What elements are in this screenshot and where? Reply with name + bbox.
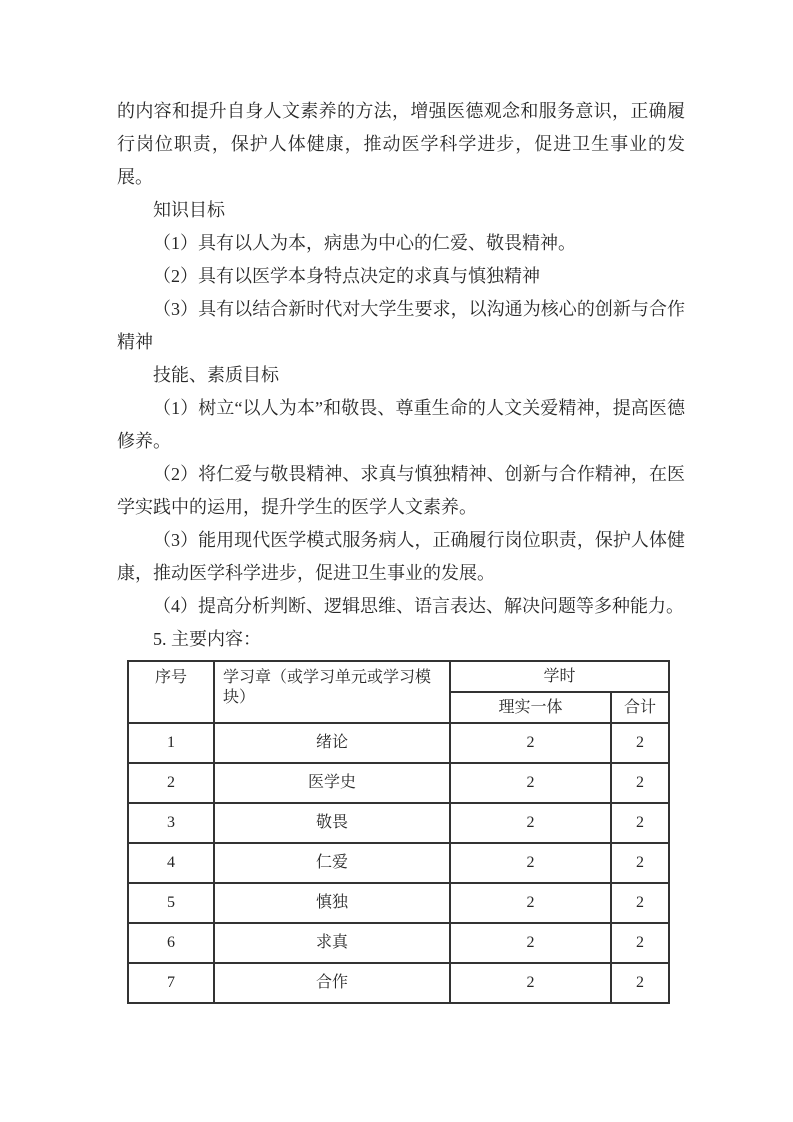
cell-mode-hours: 2 — [450, 803, 611, 843]
document-body — [117, 95, 685, 1004]
cell-total-hours: 2 — [611, 843, 669, 883]
table-row — [128, 963, 669, 1003]
skills-objective-item-1: （1）树立“以人为本”和敬畏、尊重生命的人文关爱精神，提高医德修养。 — [117, 398, 685, 451]
table-row — [128, 923, 669, 963]
cell-mode-hours: 2 — [450, 883, 611, 923]
cell-chapter: 绪论 — [214, 723, 450, 763]
cell-mode-hours: 2 — [450, 963, 611, 1003]
table-row — [128, 843, 669, 883]
cell-total-hours: 2 — [611, 963, 669, 1003]
cell-chapter: 慎独 — [214, 883, 450, 923]
main-content-heading: 5. 主要内容： — [153, 629, 261, 649]
cell-chapter: 合作 — [214, 963, 450, 1003]
cell-total-hours: 2 — [611, 763, 669, 803]
cell-no: 4 — [128, 843, 214, 883]
cell-no: 7 — [128, 963, 214, 1003]
table-row — [128, 763, 669, 803]
table-row — [128, 883, 669, 923]
cell-chapter: 求真 — [214, 923, 450, 963]
skills-objective-item-3: （3）能用现代医学模式服务病人，正确履行岗位职责，保护人体健康，推动医学科学进步，促进卫生事业的发展。 — [117, 530, 685, 583]
skills-quality-objectives-heading: 技能、素质目标 — [153, 365, 279, 385]
table-body — [128, 723, 669, 1003]
cell-mode-hours: 2 — [450, 763, 611, 803]
knowledge-objective-item-1: （1）具有以人为本，病患为中心的仁爱、敬畏精神。 — [153, 233, 576, 253]
table-header-hours: 学时 — [450, 661, 669, 692]
cell-no: 1 — [128, 723, 214, 763]
intro-paragraph: 的内容和提升自身人文素养的方法，增强医德观念和服务意识，正确履行岗位职责，保护人体健康，推动医学科学进步，促进卫生事业的发展。 — [117, 101, 685, 187]
skills-objective-item-2: （2）将仁爱与敬畏精神、求真与慎独精神、创新与合作精神，在医学实践中的运用，提升学生的医学人文素养。 — [117, 464, 685, 517]
cell-chapter: 仁爱 — [214, 843, 450, 883]
knowledge-objectives-heading: 知识目标 — [153, 200, 225, 220]
table-header — [128, 661, 669, 723]
cell-no: 3 — [128, 803, 214, 843]
skills-objective-item-4: （4）提高分析判断、逻辑思维、语言表达、解决问题等多种能力。 — [153, 596, 684, 616]
cell-no: 2 — [128, 763, 214, 803]
cell-total-hours: 2 — [611, 883, 669, 923]
cell-total-hours: 2 — [611, 723, 669, 763]
table-header-hours-mode: 理实一体 — [450, 692, 611, 723]
cell-mode-hours: 2 — [450, 723, 611, 763]
cell-chapter: 敬畏 — [214, 803, 450, 843]
cell-total-hours: 2 — [611, 923, 669, 963]
cell-mode-hours: 2 — [450, 923, 611, 963]
table-header-row-1 — [128, 661, 669, 692]
table-header-no: 序号 — [128, 661, 214, 723]
cell-total-hours: 2 — [611, 803, 669, 843]
cell-chapter: 医学史 — [214, 763, 450, 803]
table-row — [128, 803, 669, 843]
cell-no: 5 — [128, 883, 214, 923]
cell-mode-hours: 2 — [450, 843, 611, 883]
table-header-hours-total: 合计 — [611, 692, 669, 723]
table-row — [128, 723, 669, 763]
knowledge-objective-item-3: （3）具有以结合新时代对大学生要求，以沟通为核心的创新与合作精神 — [117, 299, 685, 352]
knowledge-objective-item-2: （2）具有以医学本身特点决定的求真与慎独精神 — [153, 266, 540, 286]
course-content-table — [127, 660, 670, 1004]
table-header-chapter: 学习章（或学习单元或学习模块） — [214, 661, 450, 723]
cell-no: 6 — [128, 923, 214, 963]
